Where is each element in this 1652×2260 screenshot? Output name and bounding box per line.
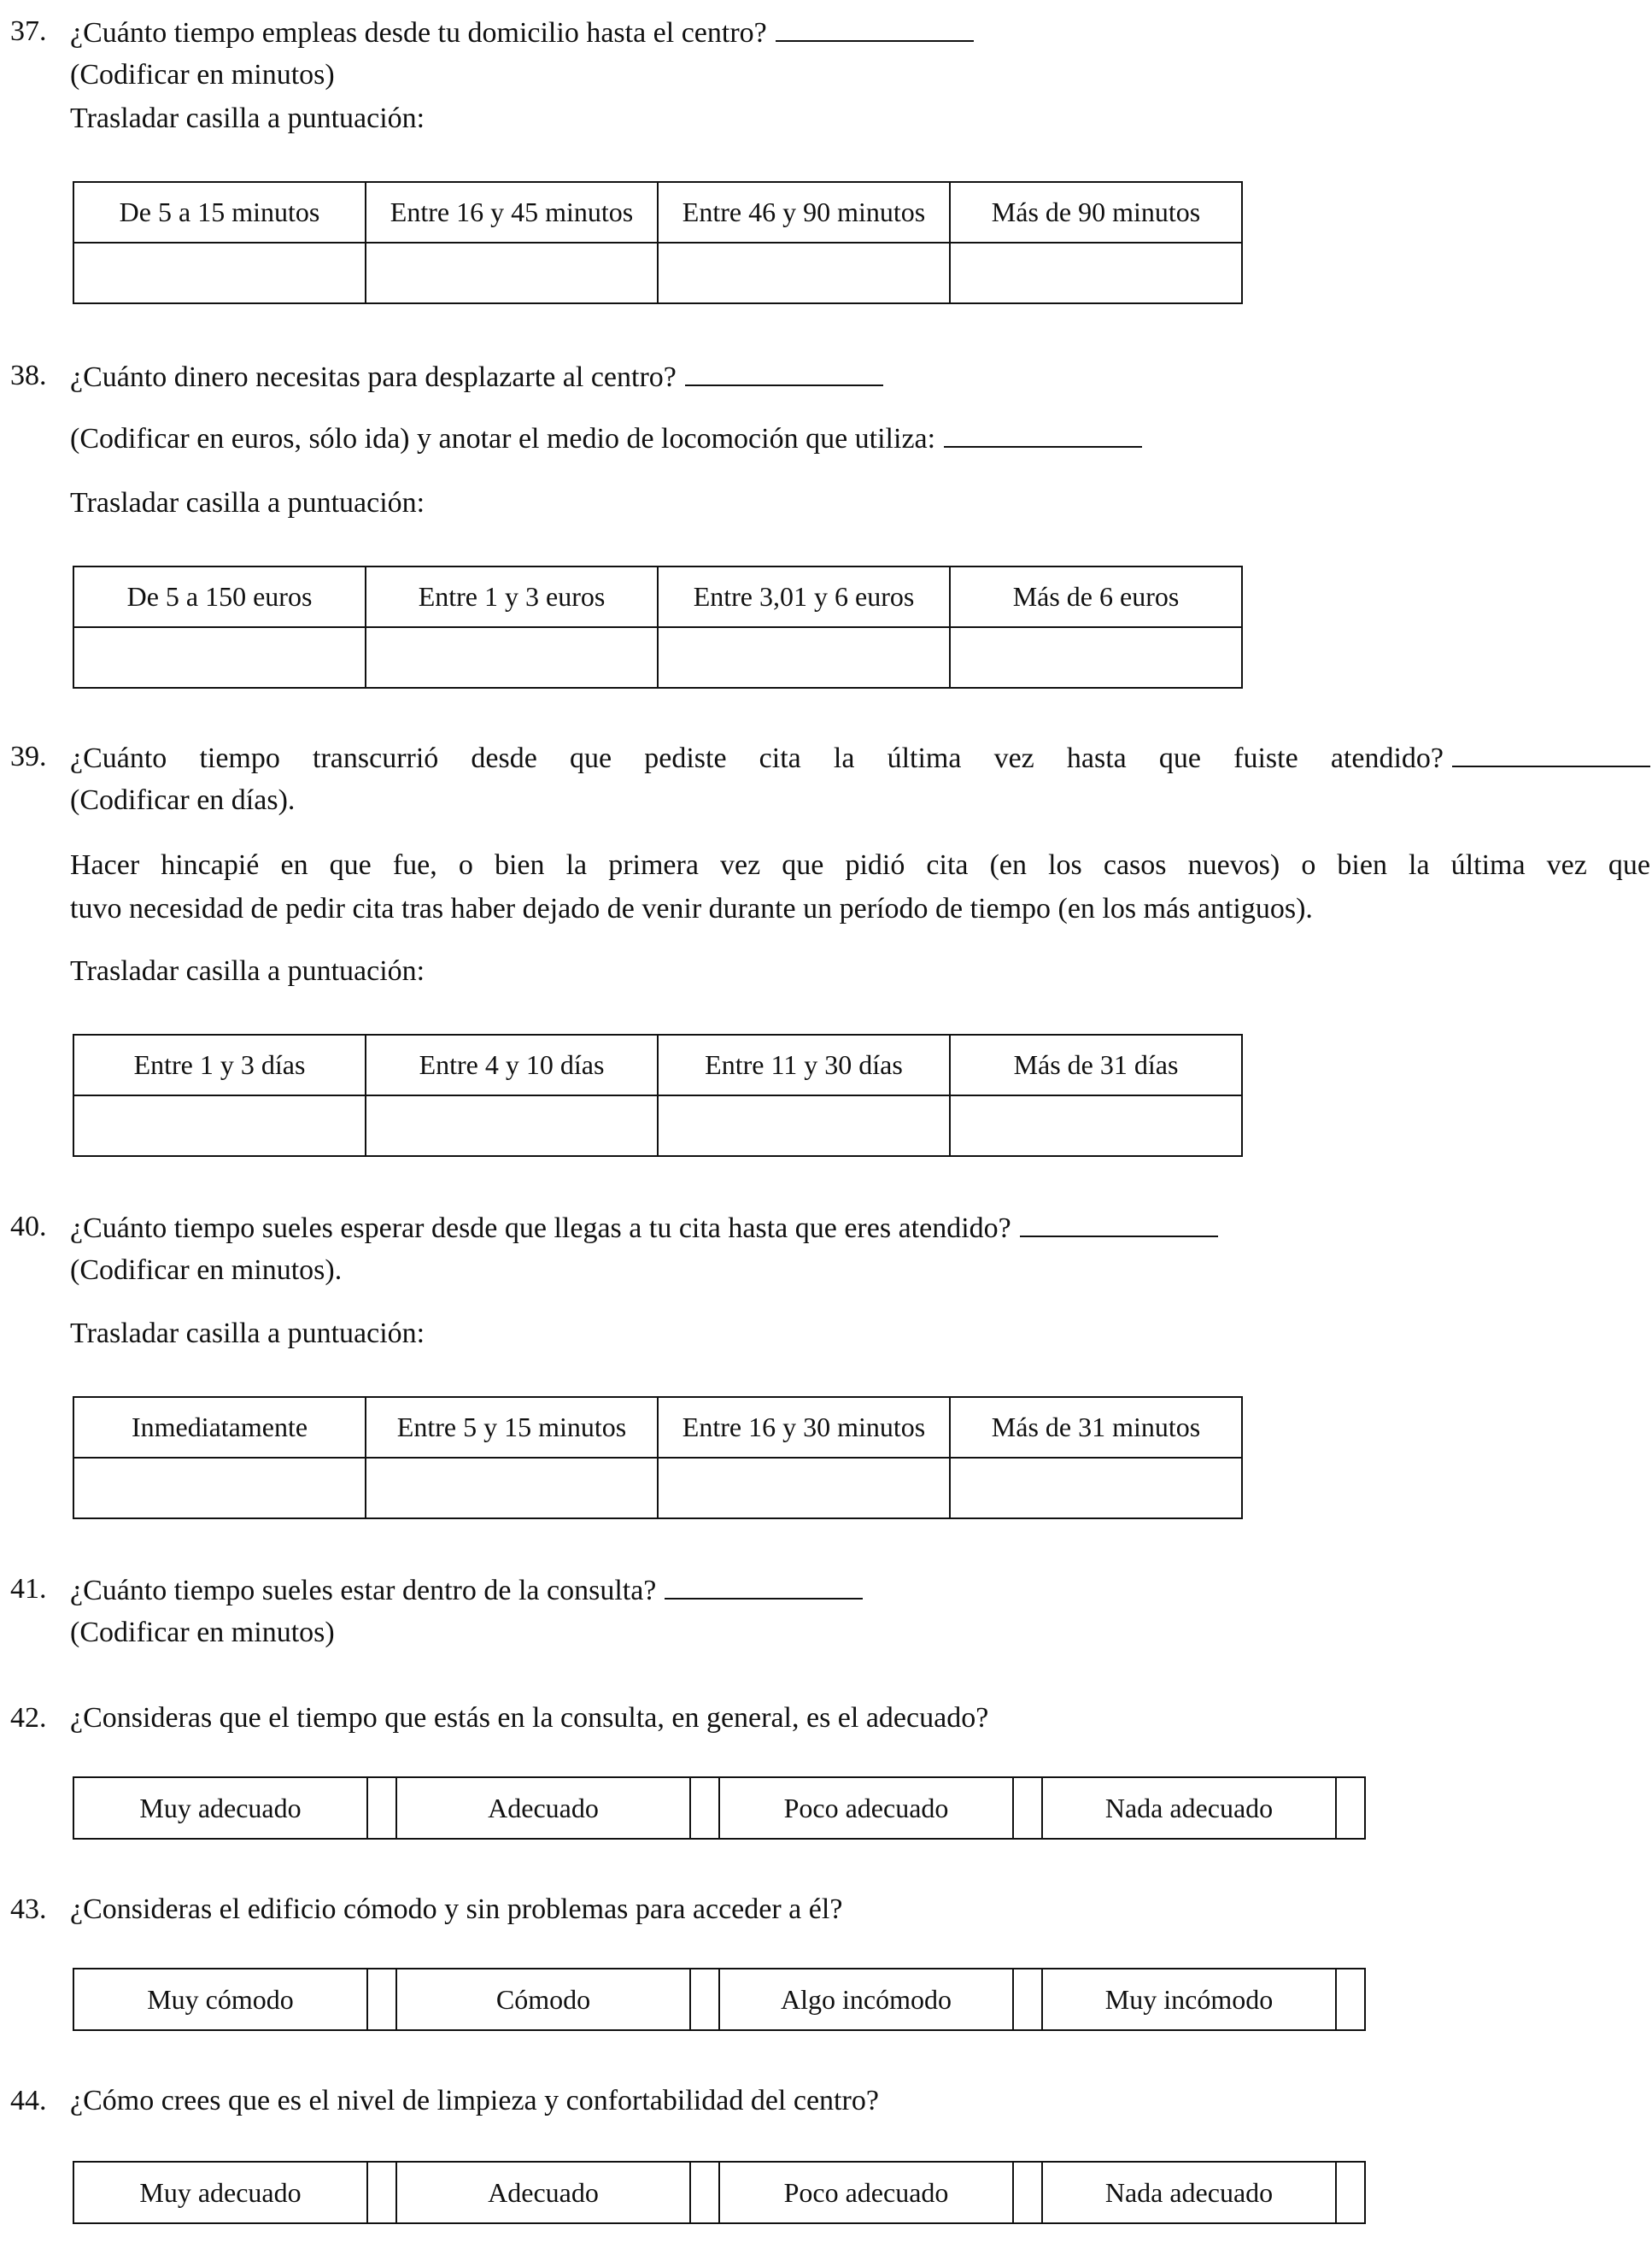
question-text: (Codificar en euros, sólo ida) y anotar el medio de locomoción que utiliza:: [70, 423, 936, 455]
option-header: Más de 6 euros: [950, 566, 1242, 627]
question-text-line: [70, 1893, 842, 1927]
question-number: 39.: [10, 741, 47, 772]
option-checkbox[interactable]: [1013, 2162, 1042, 2223]
option-header: Entre 5 y 15 minutos: [366, 1397, 658, 1458]
option-header: Entre 46 y 90 minutos: [658, 182, 950, 243]
option-checkbox[interactable]: [367, 1969, 396, 2030]
question-text-line: [70, 1616, 335, 1650]
score-cell[interactable]: [950, 243, 1242, 303]
score-cell[interactable]: [658, 1458, 950, 1518]
option-checkbox[interactable]: [1013, 1777, 1042, 1839]
option-label: Poco adecuado: [719, 2162, 1013, 2223]
question-text-line: [70, 954, 425, 989]
question-text-line: [70, 892, 1313, 926]
question-text-line: [70, 486, 425, 520]
question-number: 40.: [10, 1211, 47, 1242]
question-text-line: [70, 420, 1142, 456]
score-cell[interactable]: [950, 1458, 1242, 1518]
option-label: Muy adecuado: [73, 1777, 367, 1839]
question-number: 43.: [10, 1893, 47, 1925]
question-number: 41.: [10, 1573, 47, 1605]
score-table: [73, 1396, 1243, 1519]
answer-blank-field[interactable]: [685, 359, 883, 386]
score-cell[interactable]: [73, 627, 366, 688]
score-table: [73, 2161, 1366, 2224]
question-text: ¿Cuánto tiempo transcurrió desde que pediste cita la última vez hasta que fuiste atendido?: [70, 743, 1444, 774]
question-number: 37.: [10, 15, 47, 47]
option-header: Más de 31 minutos: [950, 1397, 1242, 1458]
option-header: Entre 16 y 45 minutos: [366, 182, 658, 243]
answer-blank-field[interactable]: [944, 420, 1142, 448]
score-cell[interactable]: [366, 243, 658, 303]
option-header: De 5 a 15 minutos: [73, 182, 366, 243]
question-text: ¿Consideras el edificio cómodo y sin problemas para acceder a él?: [70, 1893, 843, 1925]
option-label: Muy adecuado: [73, 2162, 367, 2223]
option-checkbox[interactable]: [1336, 2162, 1365, 2223]
question-text-line: [70, 1572, 863, 1608]
score-cell[interactable]: [73, 1458, 366, 1518]
option-checkbox[interactable]: [1336, 1969, 1365, 2030]
score-table: [73, 1968, 1366, 2031]
option-label: Nada adecuado: [1042, 1777, 1336, 1839]
question-text-line: [70, 102, 425, 136]
question-text-line: [70, 1701, 988, 1735]
option-checkbox[interactable]: [690, 1969, 719, 2030]
score-cell[interactable]: [658, 243, 950, 303]
option-header: Entre 1 y 3 días: [73, 1035, 366, 1095]
option-header: Entre 16 y 30 minutos: [658, 1397, 950, 1458]
option-header: Entre 3,01 y 6 euros: [658, 566, 950, 627]
option-label: Adecuado: [396, 2162, 690, 2223]
question-text: ¿Cuánto tiempo sueles estar dentro de la consulta?: [70, 1575, 657, 1606]
question-text: Trasladar casilla a puntuación:: [70, 955, 425, 987]
question-text-line: [70, 58, 335, 92]
question-text-line: [70, 1210, 1218, 1246]
option-header: Inmediatamente: [73, 1397, 366, 1458]
answer-blank-field[interactable]: [1020, 1210, 1218, 1237]
score-table: [73, 1034, 1243, 1157]
score-cell[interactable]: [366, 1095, 658, 1156]
option-label: Adecuado: [396, 1777, 690, 1839]
score-cell[interactable]: [73, 243, 366, 303]
question-text: Trasladar casilla a puntuación:: [70, 487, 425, 519]
score-cell[interactable]: [950, 627, 1242, 688]
option-label: Cómodo: [396, 1969, 690, 2030]
question-text: Trasladar casilla a puntuación:: [70, 1318, 425, 1349]
question-number: 38.: [10, 360, 47, 391]
option-label: Algo incómodo: [719, 1969, 1013, 2030]
score-table: [73, 1776, 1366, 1840]
option-header: Entre 11 y 30 días: [658, 1035, 950, 1095]
question-number: 42.: [10, 1702, 47, 1734]
question-text-line: [70, 1317, 425, 1351]
question-text: (Codificar en minutos): [70, 1617, 335, 1648]
score-table: [73, 566, 1243, 689]
score-cell[interactable]: [950, 1095, 1242, 1156]
question-text-line: [70, 848, 1650, 883]
option-checkbox[interactable]: [1013, 1969, 1042, 2030]
option-header: Entre 1 y 3 euros: [366, 566, 658, 627]
option-header: Más de 90 minutos: [950, 182, 1242, 243]
answer-blank-field[interactable]: [665, 1572, 863, 1600]
question-text-line: [70, 740, 1650, 776]
option-label: Nada adecuado: [1042, 2162, 1336, 2223]
question-text: (Codificar en minutos): [70, 59, 335, 91]
question-text: ¿Cuánto tiempo sueles esperar desde que llegas a tu cita hasta que eres atendido?: [70, 1212, 1011, 1244]
option-checkbox[interactable]: [690, 1777, 719, 1839]
score-cell[interactable]: [366, 1458, 658, 1518]
option-checkbox[interactable]: [367, 1777, 396, 1839]
question-text: (Codificar en días).: [70, 784, 296, 816]
question-text: ¿Cuánto dinero necesitas para desplazarte al centro?: [70, 361, 677, 393]
option-header: Entre 4 y 10 días: [366, 1035, 658, 1095]
option-checkbox[interactable]: [690, 2162, 719, 2223]
option-label: Muy incómodo: [1042, 1969, 1336, 2030]
score-cell[interactable]: [658, 627, 950, 688]
option-header: De 5 a 150 euros: [73, 566, 366, 627]
question-text: tuvo necesidad de pedir cita tras haber dejado de venir durante un período de tiempo (en los más antiguos).: [70, 893, 1313, 925]
question-text-line: [70, 15, 974, 50]
question-text: ¿Consideras que el tiempo que estás en la consulta, en general, es el adecuado?: [70, 1702, 989, 1734]
score-table: [73, 181, 1243, 304]
question-text: ¿Cómo crees que es el nivel de limpieza y confortabilidad del centro?: [70, 2085, 879, 2116]
question-text: Hacer hincapié en que fue, o bien la primera vez que pidió cita (en los casos nuevos) o bien la última vez que: [70, 849, 1650, 881]
option-checkbox[interactable]: [367, 2162, 396, 2223]
score-cell[interactable]: [658, 1095, 950, 1156]
option-checkbox[interactable]: [1336, 1777, 1365, 1839]
question-text: Trasladar casilla a puntuación:: [70, 103, 425, 134]
question-text-line: [70, 2084, 879, 2118]
option-label: Muy cómodo: [73, 1969, 367, 2030]
option-header: Más de 31 días: [950, 1035, 1242, 1095]
answer-blank-field[interactable]: [1452, 740, 1650, 767]
score-cell[interactable]: [73, 1095, 366, 1156]
option-label: Poco adecuado: [719, 1777, 1013, 1839]
question-text-line: [70, 1253, 342, 1288]
question-text: (Codificar en minutos).: [70, 1254, 343, 1286]
answer-blank-field[interactable]: [776, 15, 974, 42]
question-text-line: [70, 784, 295, 818]
question-number: 44.: [10, 2085, 47, 2116]
score-cell[interactable]: [366, 627, 658, 688]
question-text-line: [70, 359, 883, 395]
question-text: ¿Cuánto tiempo empleas desde tu domicilio hasta el centro?: [70, 17, 767, 49]
